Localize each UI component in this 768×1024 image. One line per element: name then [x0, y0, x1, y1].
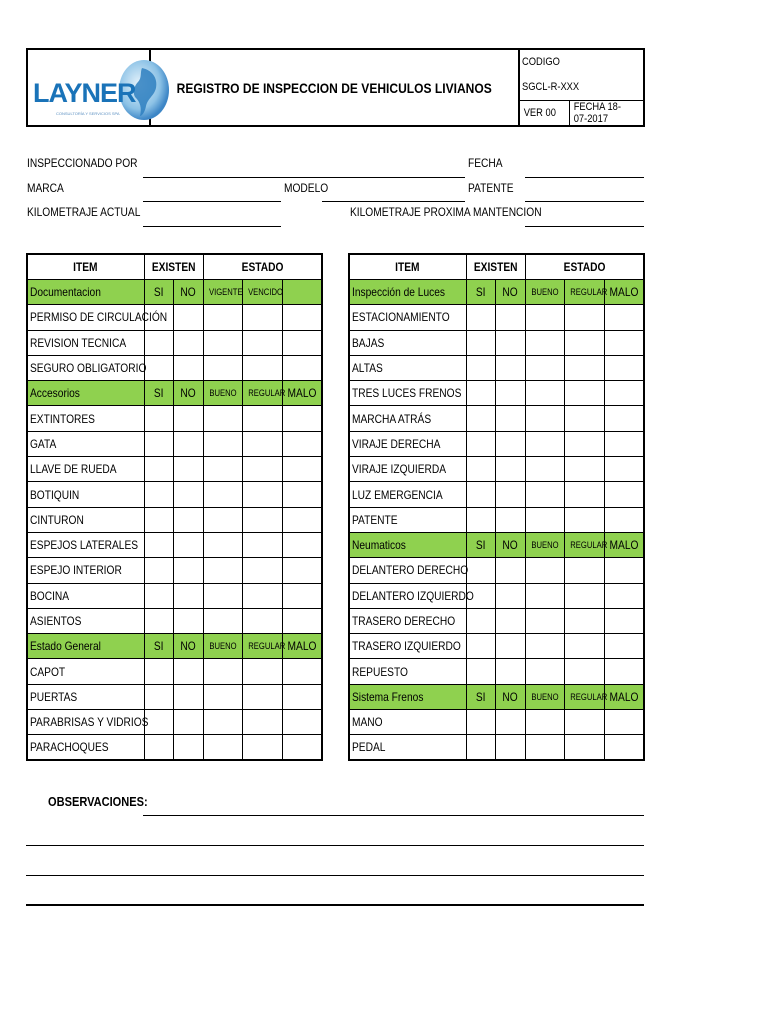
check-cell[interactable]: [466, 507, 495, 532]
section-title: Sistema Frenos: [352, 689, 424, 704]
check-cell[interactable]: [203, 710, 242, 735]
check-cell[interactable]: [144, 583, 173, 608]
table-row: [27, 532, 322, 557]
fecha-field[interactable]: [525, 177, 644, 178]
check-cell[interactable]: [525, 457, 564, 482]
check-cell[interactable]: [173, 305, 203, 330]
check-cell[interactable]: [144, 558, 173, 583]
check-cell[interactable]: [495, 482, 525, 507]
check-cell[interactable]: [495, 558, 525, 583]
check-cell[interactable]: [203, 659, 242, 684]
check-cell[interactable]: [144, 507, 173, 532]
table-row: [349, 659, 644, 684]
check-cell[interactable]: [282, 305, 322, 330]
logo-subtitle: CONSULTORÍA Y SERVICIOS SPA: [56, 111, 120, 116]
check-cell[interactable]: [282, 507, 322, 532]
option-malo: MALO: [287, 639, 317, 654]
check-cell[interactable]: [242, 330, 282, 355]
section-header-row: [27, 634, 322, 659]
check-cell[interactable]: [242, 305, 282, 330]
check-cell[interactable]: [525, 305, 564, 330]
section-title: Estado General: [30, 639, 101, 654]
check-cell[interactable]: [173, 608, 203, 633]
check-cell[interactable]: [525, 330, 564, 355]
item-label: BOCINA: [30, 588, 70, 603]
check-cell[interactable]: [495, 330, 525, 355]
check-cell[interactable]: [173, 659, 203, 684]
check-cell[interactable]: [144, 659, 173, 684]
item-label: EXTINTORES: [30, 411, 95, 426]
check-cell[interactable]: [173, 482, 203, 507]
check-cell[interactable]: [203, 558, 242, 583]
check-cell[interactable]: [466, 558, 495, 583]
check-cell[interactable]: [242, 406, 282, 431]
check-cell[interactable]: [242, 710, 282, 735]
patente-field[interactable]: [525, 201, 644, 202]
check-cell[interactable]: [282, 457, 322, 482]
item-label: PERMISO DE CIRCULACIÓN: [30, 310, 168, 325]
check-cell[interactable]: [144, 355, 173, 380]
check-cell[interactable]: [564, 735, 604, 761]
option-si: SI: [153, 285, 164, 300]
check-cell[interactable]: [282, 355, 322, 380]
check-cell[interactable]: [604, 608, 644, 633]
check-cell[interactable]: [604, 381, 644, 406]
table-row: [27, 431, 322, 456]
check-cell[interactable]: [525, 482, 564, 507]
table-row: [349, 558, 644, 583]
table-row: [349, 634, 644, 659]
item-label: VIRAJE IZQUIERDA: [352, 462, 447, 477]
logo: [28, 50, 151, 125]
check-cell[interactable]: [495, 659, 525, 684]
check-cell[interactable]: [144, 735, 173, 761]
check-cell[interactable]: [466, 735, 495, 761]
item-label: LUZ EMERGENCIA: [352, 487, 443, 502]
check-cell[interactable]: [495, 355, 525, 380]
check-cell[interactable]: [242, 659, 282, 684]
table-row: [27, 457, 322, 482]
item-label: PARABRISAS Y VIDRIOS: [30, 715, 149, 730]
observaciones-line-4[interactable]: [26, 904, 644, 906]
check-cell[interactable]: [242, 558, 282, 583]
patente-label: PATENTE: [468, 181, 514, 195]
option-no: NO: [180, 386, 196, 401]
option-no: NO: [180, 639, 196, 654]
observaciones-label: OBSERVACIONES:: [48, 794, 148, 809]
item-label: TRASERO IZQUIERDO: [352, 639, 461, 654]
document-title: REGISTRO DE INSPECCION DE VEHICULOS LIVIANOS: [177, 79, 493, 96]
check-cell[interactable]: [495, 381, 525, 406]
section-header-row: [27, 280, 322, 305]
table-row: [27, 735, 322, 761]
check-cell[interactable]: [282, 330, 322, 355]
item-label: DELANTERO DERECHO: [352, 563, 469, 578]
table-row: [349, 406, 644, 431]
item-label: ASIENTOS: [30, 614, 82, 628]
check-cell[interactable]: [466, 406, 495, 431]
option-si: SI: [475, 689, 486, 704]
check-cell[interactable]: [282, 558, 322, 583]
table-row: [349, 305, 644, 330]
check-cell[interactable]: [144, 532, 173, 557]
check-cell[interactable]: [495, 457, 525, 482]
check-cell[interactable]: [525, 583, 564, 608]
check-cell[interactable]: [525, 381, 564, 406]
check-cell[interactable]: [203, 684, 242, 709]
table-row: [27, 659, 322, 684]
check-cell[interactable]: [564, 634, 604, 659]
option-regular: REGULAR: [569, 287, 607, 298]
table-row: [27, 406, 322, 431]
option-si: SI: [475, 538, 486, 553]
check-cell[interactable]: [604, 482, 644, 507]
item-label: PUERTAS: [30, 689, 78, 704]
table-row: [349, 431, 644, 456]
check-cell[interactable]: [173, 532, 203, 557]
right-inspection-table: [348, 253, 645, 761]
section-title: Accesorios: [30, 386, 80, 401]
check-cell[interactable]: [466, 482, 495, 507]
check-cell[interactable]: [604, 710, 644, 735]
check-cell[interactable]: [564, 381, 604, 406]
table-row: [27, 355, 322, 380]
check-cell[interactable]: [144, 684, 173, 709]
check-cell[interactable]: [604, 431, 644, 456]
kilometraje-actual-label: KILOMETRAJE ACTUAL: [27, 205, 141, 219]
item-label: SEGURO OBLIGATORIO: [30, 361, 147, 376]
check-cell[interactable]: [495, 305, 525, 330]
check-cell[interactable]: [173, 457, 203, 482]
check-cell[interactable]: [203, 330, 242, 355]
item-label: VIRAJE DERECHA: [352, 436, 441, 451]
check-cell[interactable]: [604, 583, 644, 608]
check-cell[interactable]: [466, 659, 495, 684]
check-cell[interactable]: [282, 684, 322, 709]
check-cell[interactable]: [173, 330, 203, 355]
item-label: PATENTE: [352, 512, 398, 527]
item-label: ALTAS: [352, 361, 383, 376]
check-cell[interactable]: [564, 583, 604, 608]
check-cell[interactable]: [242, 532, 282, 557]
check-cell[interactable]: [173, 684, 203, 709]
marca-field[interactable]: [143, 201, 281, 202]
option-no: NO: [502, 285, 518, 300]
check-cell[interactable]: [466, 634, 495, 659]
observaciones-line-2[interactable]: [26, 845, 644, 846]
table-row: [27, 305, 322, 330]
check-cell[interactable]: [525, 558, 564, 583]
check-cell[interactable]: [242, 608, 282, 633]
version-label: VER 00: [523, 107, 556, 119]
observaciones-line-1[interactable]: [143, 815, 644, 816]
table-row: [27, 710, 322, 735]
option-si: SI: [153, 639, 164, 654]
check-cell[interactable]: [604, 634, 644, 659]
check-cell[interactable]: [604, 457, 644, 482]
option-no: NO: [180, 285, 196, 300]
modelo-field[interactable]: [322, 201, 465, 202]
check-cell[interactable]: [564, 355, 604, 380]
check-cell[interactable]: [604, 330, 644, 355]
check-cell[interactable]: [282, 583, 322, 608]
check-cell[interactable]: [203, 355, 242, 380]
check-cell[interactable]: [203, 431, 242, 456]
check-cell[interactable]: [242, 431, 282, 456]
check-cell[interactable]: [525, 710, 564, 735]
observaciones-line-3[interactable]: [26, 875, 644, 876]
check-cell[interactable]: [144, 457, 173, 482]
check-cell[interactable]: [173, 710, 203, 735]
kilometraje-proxima-field[interactable]: [525, 226, 644, 227]
check-cell[interactable]: [173, 558, 203, 583]
check-cell[interactable]: [564, 482, 604, 507]
check-cell[interactable]: [495, 406, 525, 431]
check-cell[interactable]: [144, 431, 173, 456]
option-no: NO: [502, 538, 518, 553]
code-value: SGCL-R-XXX: [521, 81, 580, 93]
check-cell[interactable]: [144, 608, 173, 633]
item-label: LLAVE DE RUEDA: [30, 462, 117, 477]
check-cell[interactable]: [604, 355, 644, 380]
option-regular: REGULAR: [247, 641, 285, 652]
check-cell[interactable]: [525, 634, 564, 659]
check-cell[interactable]: [242, 735, 282, 761]
check-cell[interactable]: [282, 406, 322, 431]
table-row: [349, 355, 644, 380]
option-malo: MALO: [287, 386, 317, 401]
check-cell[interactable]: [564, 710, 604, 735]
check-cell[interactable]: [282, 482, 322, 507]
check-cell[interactable]: [144, 330, 173, 355]
check-cell[interactable]: [282, 710, 322, 735]
check-cell[interactable]: [203, 608, 242, 633]
table-row: [349, 583, 644, 608]
check-cell[interactable]: [466, 608, 495, 633]
item-label: REVISION TECNICA: [30, 335, 127, 350]
check-cell[interactable]: [282, 431, 322, 456]
item-label: BAJAS: [352, 335, 385, 350]
check-cell[interactable]: [604, 507, 644, 532]
check-cell[interactable]: [564, 431, 604, 456]
check-cell[interactable]: [564, 305, 604, 330]
check-cell[interactable]: [242, 355, 282, 380]
option-bueno: BUENO: [530, 540, 559, 551]
left-inspection-table: [26, 253, 323, 761]
check-cell[interactable]: [173, 431, 203, 456]
check-cell[interactable]: [564, 457, 604, 482]
logo-wordmark: LAYNER: [33, 78, 136, 108]
check-cell[interactable]: [604, 558, 644, 583]
check-cell[interactable]: [495, 507, 525, 532]
check-cell[interactable]: [495, 710, 525, 735]
check-cell[interactable]: [525, 507, 564, 532]
check-cell[interactable]: [203, 735, 242, 761]
date-label: FECHA 18-07-2017: [574, 101, 622, 125]
document-header: [26, 48, 645, 127]
check-cell[interactable]: [466, 330, 495, 355]
option-malo: MALO: [609, 285, 639, 300]
check-cell[interactable]: [604, 659, 644, 684]
item-label: DELANTERO IZQUIERDO: [352, 588, 474, 603]
item-label: ESTACIONAMIENTO: [352, 310, 450, 325]
item-label: BOTIQUIN: [30, 487, 80, 502]
section-header-row: [349, 532, 644, 557]
check-cell[interactable]: [466, 355, 495, 380]
check-cell[interactable]: [495, 431, 525, 456]
check-cell[interactable]: [242, 482, 282, 507]
check-cell[interactable]: [495, 583, 525, 608]
table-row: [27, 608, 322, 633]
option-malo: MALO: [609, 538, 639, 553]
option-si: SI: [475, 285, 486, 300]
inspeccionado-por-field[interactable]: [143, 177, 465, 178]
section-title: Inspección de Luces: [352, 285, 445, 300]
inspeccionado-por-label: INSPECCIONADO POR: [27, 156, 138, 170]
section-header-row: [27, 381, 322, 406]
document-code-box: [518, 50, 643, 125]
check-cell[interactable]: [203, 507, 242, 532]
table-row: [349, 735, 644, 761]
check-cell[interactable]: [203, 532, 242, 557]
kilometraje-proxima-label: KILOMETRAJE PROXIMA MANTENCION: [350, 205, 542, 219]
check-cell[interactable]: [564, 558, 604, 583]
fecha-label: FECHA: [468, 156, 503, 170]
check-cell[interactable]: [242, 583, 282, 608]
kilometraje-actual-field[interactable]: [143, 226, 281, 227]
modelo-label: MODELO: [284, 181, 329, 195]
check-cell[interactable]: [525, 659, 564, 684]
check-cell[interactable]: [173, 735, 203, 761]
check-cell[interactable]: [203, 406, 242, 431]
marca-label: MARCA: [27, 181, 64, 195]
option-bueno: BUENO: [530, 287, 559, 298]
check-cell[interactable]: [525, 406, 564, 431]
option-vigente: VIGENTE: [208, 287, 243, 298]
table-row: [349, 507, 644, 532]
check-cell[interactable]: [525, 608, 564, 633]
section-title: Neumaticos: [352, 538, 406, 553]
option-malo: MALO: [609, 689, 639, 704]
table-row: [27, 507, 322, 532]
check-cell[interactable]: [203, 457, 242, 482]
section-header-row: [349, 684, 644, 709]
check-cell[interactable]: [495, 634, 525, 659]
item-label: TRES LUCES FRENOS: [352, 386, 462, 401]
table-row: [27, 482, 322, 507]
table-row: [349, 608, 644, 633]
check-cell[interactable]: [242, 457, 282, 482]
check-cell[interactable]: [604, 305, 644, 330]
item-label: REPUESTO: [352, 664, 408, 679]
check-cell[interactable]: [282, 735, 322, 761]
option-regular: REGULAR: [569, 540, 607, 551]
check-cell[interactable]: [144, 406, 173, 431]
item-label: TRASERO DERECHO: [352, 614, 456, 628]
check-cell[interactable]: [466, 431, 495, 456]
item-label: GATA: [30, 436, 57, 451]
item-label: PARACHOQUES: [30, 740, 109, 755]
option-vencido: VENCIDO: [247, 287, 283, 298]
check-cell[interactable]: [203, 482, 242, 507]
check-cell[interactable]: [564, 659, 604, 684]
check-cell[interactable]: [525, 355, 564, 380]
check-cell[interactable]: [282, 608, 322, 633]
check-cell[interactable]: [466, 710, 495, 735]
table-row: [349, 457, 644, 482]
table-row: [27, 684, 322, 709]
option-no: NO: [502, 689, 518, 704]
item-label: CINTURON: [30, 512, 84, 527]
table-row: [27, 558, 322, 583]
check-cell[interactable]: [604, 735, 644, 761]
item-label: MARCHA ATRÁS: [352, 411, 432, 426]
table-row: [349, 330, 644, 355]
check-cell[interactable]: [466, 305, 495, 330]
table-row: [349, 710, 644, 735]
check-cell[interactable]: [564, 330, 604, 355]
item-label: ESPEJO INTERIOR: [30, 563, 122, 578]
section-header-row: [349, 280, 644, 305]
check-cell[interactable]: [203, 305, 242, 330]
check-cell[interactable]: [173, 507, 203, 532]
table-row: [349, 381, 644, 406]
check-cell[interactable]: [495, 735, 525, 761]
check-cell[interactable]: [242, 684, 282, 709]
check-cell[interactable]: [144, 482, 173, 507]
check-cell[interactable]: [173, 355, 203, 380]
option-bueno: BUENO: [208, 388, 237, 399]
section-title: Documentacion: [30, 285, 101, 300]
check-cell[interactable]: [495, 608, 525, 633]
check-cell[interactable]: [282, 532, 322, 557]
table-row: [27, 330, 322, 355]
item-label: CAPOT: [30, 664, 66, 679]
item-label: PEDAL: [352, 740, 386, 755]
check-cell[interactable]: [173, 406, 203, 431]
check-cell[interactable]: [282, 659, 322, 684]
check-cell[interactable]: [525, 431, 564, 456]
table-row: [349, 482, 644, 507]
option-si: SI: [153, 386, 164, 401]
check-cell[interactable]: [242, 507, 282, 532]
check-cell[interactable]: [203, 583, 242, 608]
check-cell[interactable]: [173, 583, 203, 608]
check-cell[interactable]: [564, 608, 604, 633]
code-label: CODIGO: [521, 56, 560, 68]
check-cell[interactable]: [466, 457, 495, 482]
check-cell[interactable]: [525, 735, 564, 761]
check-cell[interactable]: [564, 406, 604, 431]
option-regular: REGULAR: [569, 691, 607, 702]
item-label: MANO: [352, 715, 383, 730]
check-cell[interactable]: [604, 406, 644, 431]
option-bueno: BUENO: [208, 641, 237, 652]
table-header-row: ITEM EXISTEN ESTADO: [27, 254, 322, 280]
check-cell[interactable]: [466, 381, 495, 406]
table-header-row: ITEM EXISTEN ESTADO: [349, 254, 644, 280]
option-bueno: BUENO: [530, 691, 559, 702]
table-row: [27, 583, 322, 608]
check-cell[interactable]: [564, 507, 604, 532]
option-regular: REGULAR: [247, 388, 285, 399]
item-label: ESPEJOS LATERALES: [30, 538, 139, 553]
